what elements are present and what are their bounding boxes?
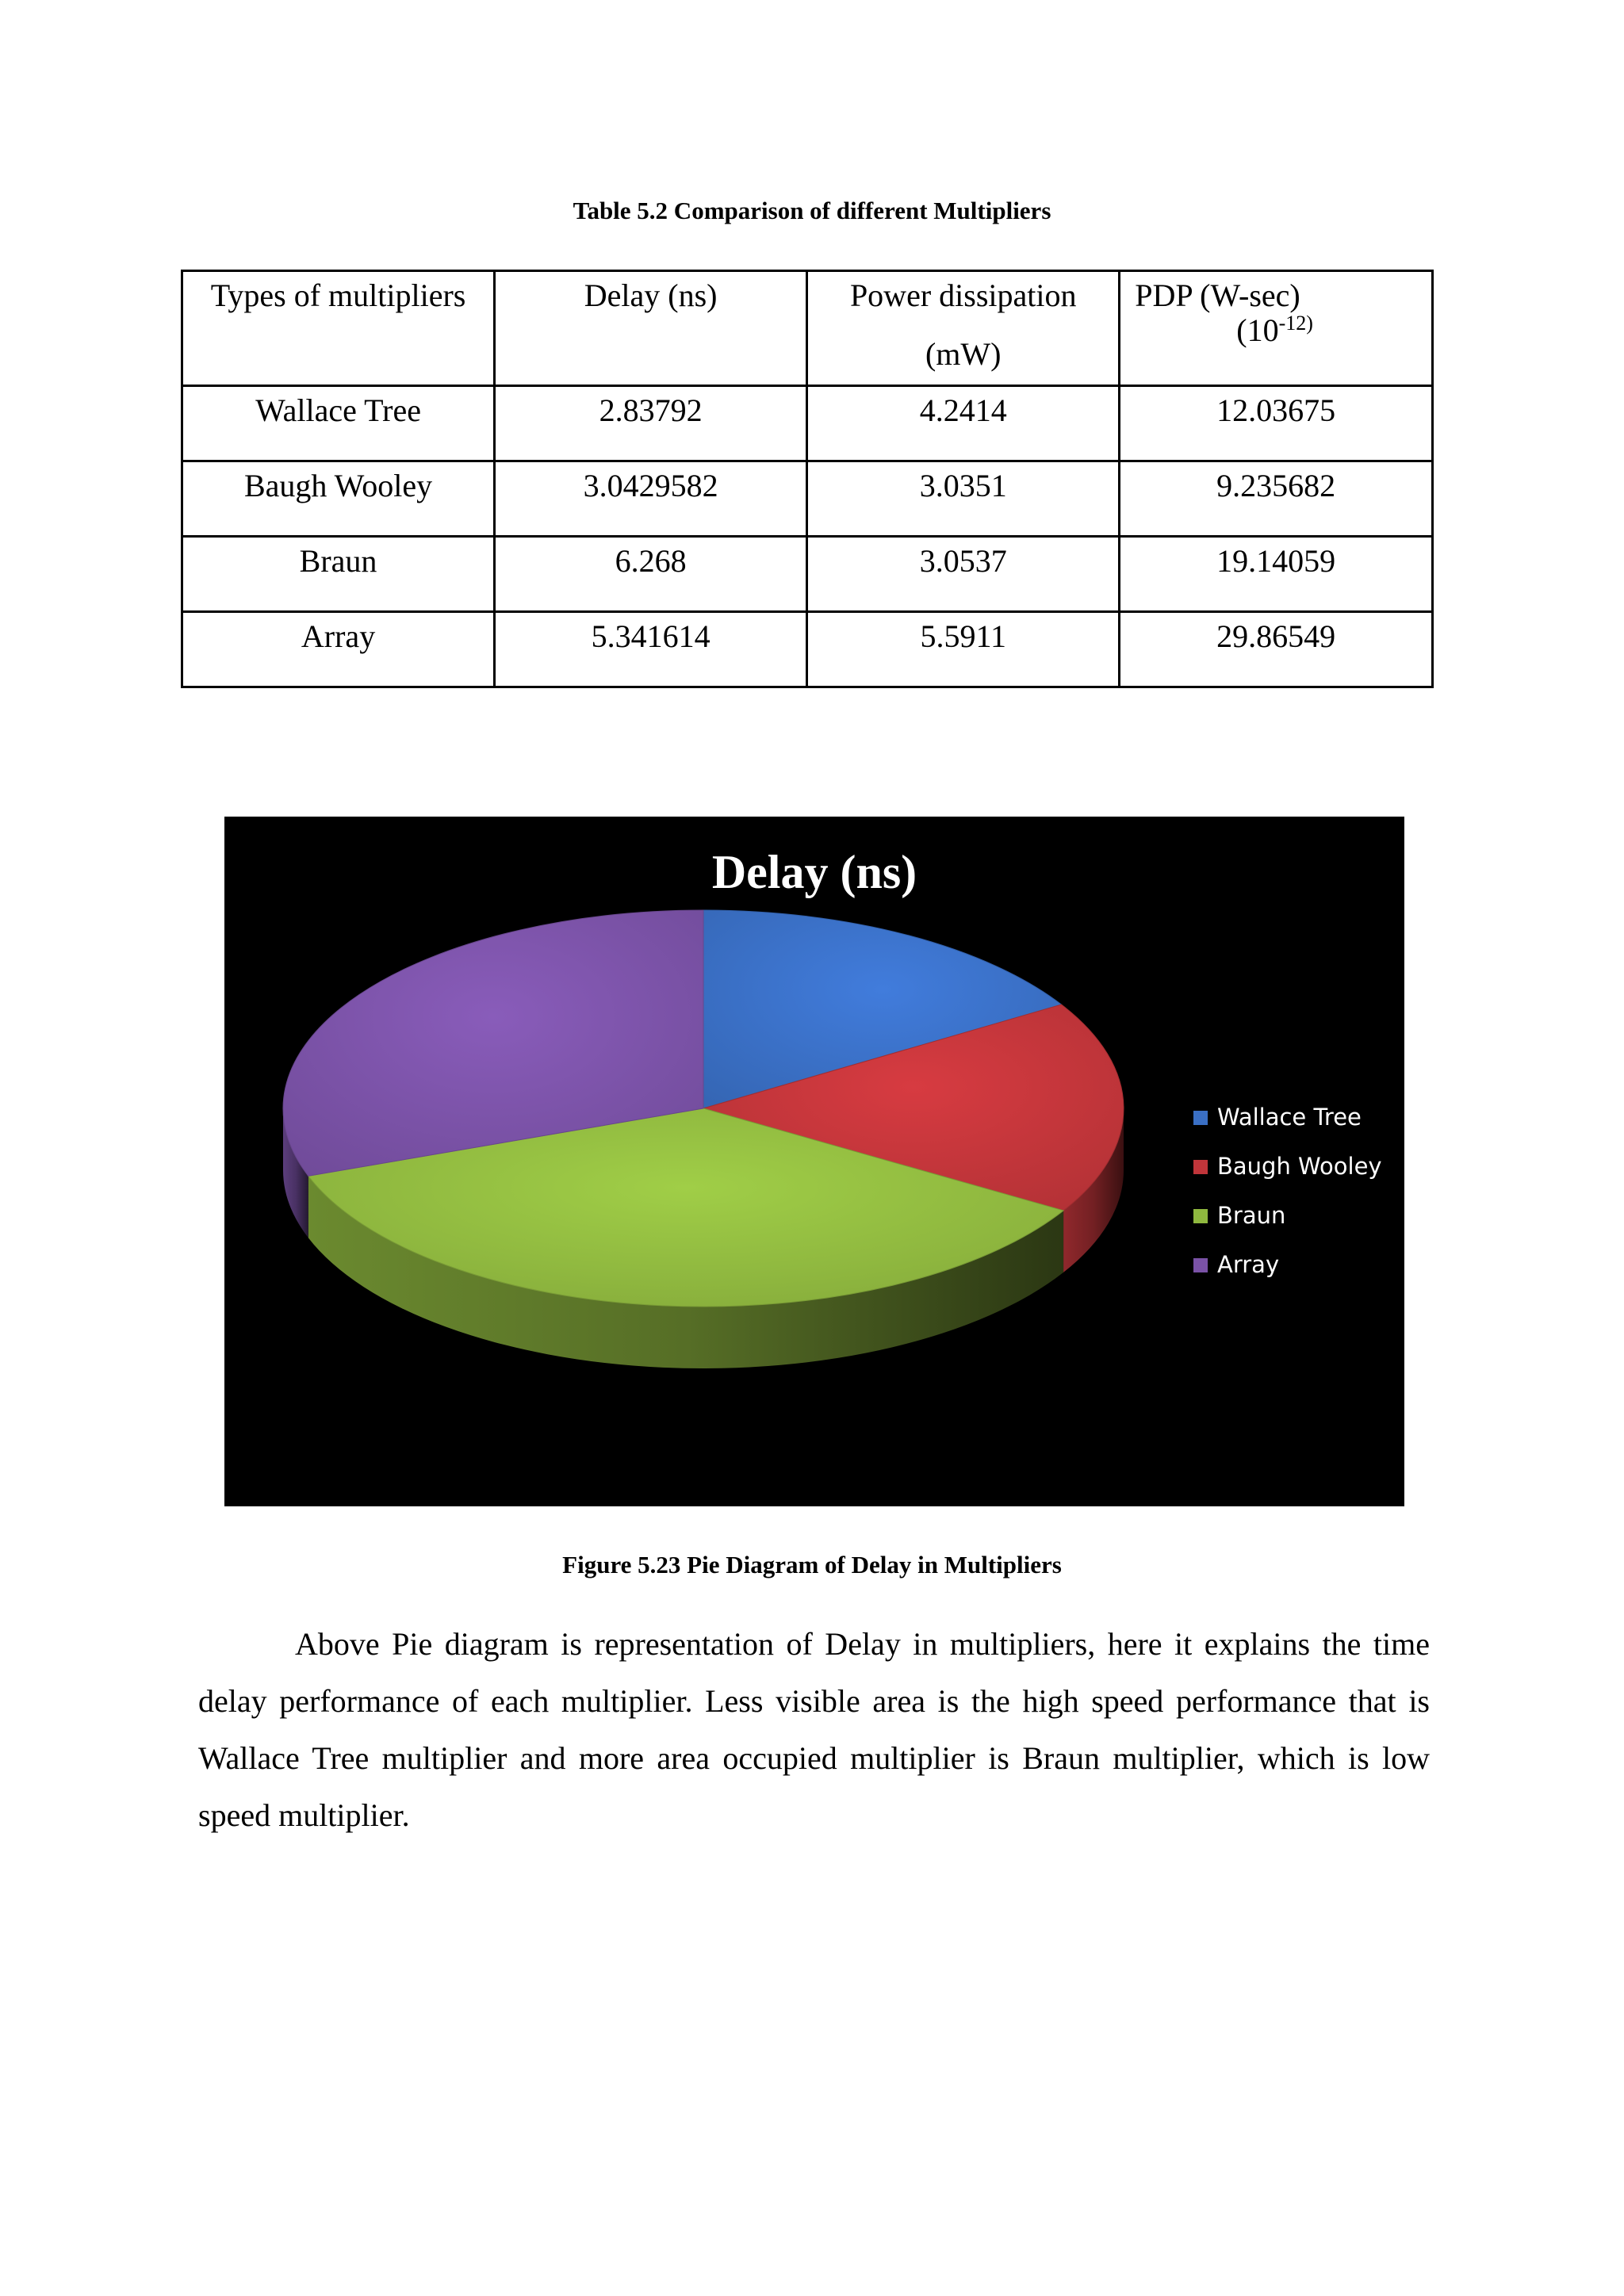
comparison-table bbox=[181, 270, 1434, 688]
header-power bbox=[807, 271, 1120, 386]
legend-label: Baugh Wooley bbox=[1217, 1153, 1382, 1180]
cell-type: Wallace Tree bbox=[182, 386, 495, 461]
header-pdp bbox=[1120, 271, 1433, 386]
legend-swatch bbox=[1193, 1258, 1208, 1272]
table-row bbox=[182, 612, 1433, 687]
cell-type: Braun bbox=[182, 537, 495, 612]
figure-caption: Figure 5.23 Pie Diagram of Delay in Multipliers bbox=[562, 1551, 1062, 1578]
cell-power: 4.2414 bbox=[807, 386, 1120, 461]
cell-type: Array bbox=[182, 612, 495, 687]
header-power-unit: (mW) bbox=[925, 336, 1002, 372]
header-pdp-unit-base: (10 bbox=[1236, 312, 1279, 348]
pie-slices bbox=[283, 910, 1124, 1307]
cell-power: 3.0351 bbox=[807, 461, 1120, 537]
cell-type: Baugh Wooley bbox=[182, 461, 495, 537]
chart-title: Delay (ns) bbox=[711, 846, 917, 898]
legend-swatch bbox=[1193, 1111, 1208, 1125]
cell-pdp: 29.86549 bbox=[1120, 612, 1433, 687]
cell-pdp: 19.14059 bbox=[1120, 537, 1433, 612]
delay-pie-chart bbox=[224, 817, 1404, 1506]
table-row bbox=[182, 537, 1433, 612]
cell-power: 3.0537 bbox=[807, 537, 1120, 612]
table-row bbox=[182, 386, 1433, 461]
legend-label: Wallace Tree bbox=[1217, 1104, 1362, 1131]
legend-swatch bbox=[1193, 1160, 1208, 1174]
header-delay-label: Delay (ns) bbox=[584, 277, 718, 313]
header-power-label: Power dissipation bbox=[849, 277, 1077, 313]
header-types bbox=[182, 271, 495, 386]
cell-delay: 2.83792 bbox=[495, 386, 807, 461]
legend-label: Braun bbox=[1217, 1202, 1286, 1229]
cell-delay: 3.0429582 bbox=[495, 461, 807, 537]
body-paragraph bbox=[198, 1616, 1430, 1844]
table-caption: Table 5.2 Comparison of different Multipliers bbox=[573, 197, 1051, 224]
table-header-row bbox=[182, 271, 1433, 386]
legend-swatch bbox=[1193, 1209, 1208, 1223]
header-types-label: Types of multipliers bbox=[210, 277, 466, 313]
table-row bbox=[182, 461, 1433, 537]
cell-power: 5.5911 bbox=[807, 612, 1120, 687]
chart-legend bbox=[1193, 1104, 1382, 1278]
header-delay bbox=[495, 271, 807, 386]
cell-pdp: 9.235682 bbox=[1120, 461, 1433, 537]
pie-chart-svg bbox=[224, 817, 1404, 1506]
header-pdp-label: PDP (W-sec) bbox=[1135, 277, 1300, 313]
header-pdp-unit-exponent: -12) bbox=[1278, 312, 1313, 335]
paragraph-text: Above Pie diagram is representation of Delay in multipliers, here it explains the time delay performance of each multiplier. Less visible area is the high speed performance that is Wallace Tree multiplier and more area occupied multiplier is Braun multiplier, which is low speed multiplier. bbox=[198, 1626, 1430, 1833]
cell-delay: 5.341614 bbox=[495, 612, 807, 687]
legend-label: Array bbox=[1217, 1251, 1280, 1278]
header-pdp-unit bbox=[1135, 312, 1431, 350]
cell-delay: 6.268 bbox=[495, 537, 807, 612]
cell-pdp: 12.03675 bbox=[1120, 386, 1433, 461]
